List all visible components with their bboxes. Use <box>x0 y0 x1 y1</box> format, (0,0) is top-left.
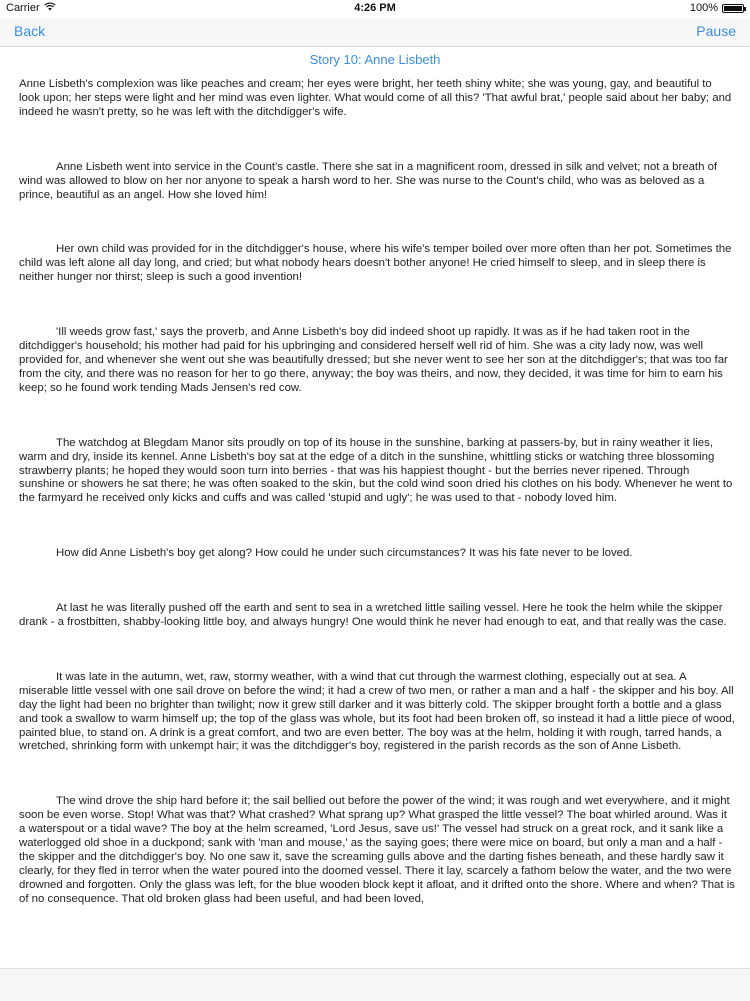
pause-button[interactable]: Pause <box>696 23 736 39</box>
story-paragraph: The wind drove the ship hard before it; the sail bellied out before the power of the wind; it was rough and wet everywhere, and it might soon be even worse. Stop! What was that? What crashed? What sprang up? What grasped the little vessel? The boat whirled around. Was it a waterspout or a tidal wave? The boy at the helm screamed, 'Lord Jesus, save us!' The vessel had struck on a great rock, and it sank like a waterlogged old shoe in a duckpond; sank with 'man and mouse,' as the saying goes; there were mice on board, but only a man and a half - the skipper and the ditchdigger's boy. No one saw it, save the screaming gulls above and the darting fishes beneath, and these hardly saw it clearly, for they fled in terror when the water poured into the doomed vessel. There it lay, scarcely a fathom below the water, and the two were drowned and forgotten. Only the glass was left, for the blue wooden block kept it afloat, and it drifted onto the shore. Where and when? That is of no consequence. That old broken glass had been useful, and had been loved, <box>19 795 735 905</box>
battery-icon <box>722 4 744 13</box>
story-paragraph: Anne Lisbeth's complexion was like peaches and cream; her eyes were bright, her teeth shiny white; she was young, gay, and beautiful to look upon; her steps were light and her mind was even lighter. What would come of all this? 'That awful brat,' people said about her baby; and indeed he wasn't pretty, so he was left with the ditchdigger's wife. <box>19 78 732 118</box>
story-paragraph: How did Anne Lisbeth's boy get along? How could he under such circumstances? It was his fate never to be loved. <box>56 547 633 560</box>
story-paragraph: The watchdog at Blegdam Manor sits proudly on top of its house in the sunshine, barking at passers-by, but in rainy weather it lies, warm and dry, inside its kennel. Anne Lisbeth's boy sat at the edge of a ditch in the sunshine, whittling sticks or watching three blossoming strawberry plants; he hoped they would soon turn into berries - that was his happiest thought - but the berries never ripened. Through sunshine or showers he sat there; he was often soaked to the skin, but the cold wind soon dried his clothes on his body. Whenever he went to the farmyard he received only kicks and cuffs and was called 'stupid and ugly'; he was used to that - nobody loved him. <box>19 436 733 505</box>
story-paragraph: Anne Lisbeth went into service in the Count's castle. There she sat in a magnificent room, dressed in silk and velvet; not a breath of wind was allowed to blow on her nor anyone to speak a harsh word to her. She was nurse to the Count's child, who was as beloved as a prince, beautiful as an angel. How she loved him! <box>19 160 718 201</box>
status-bar <box>0 0 750 18</box>
bottom-toolbar <box>0 968 750 1001</box>
clock: 4:26 PM <box>354 2 396 14</box>
battery-percent: 100% <box>689 2 718 14</box>
navigation-bar <box>0 18 750 47</box>
carrier-label: Carrier <box>6 2 40 14</box>
story-paragraph: 'Ill weeds grow fast,' says the proverb, and Anne Lisbeth's boy did indeed shoot up rapidly. It was as if he had taken root in the ditchdigger's household; his mother had paid for his upbringing and considered herself well rid of him. She was a city lady now, was well provided for, and whenever she went out she was beautifully dressed; but she never went to see her son at the ditchdigger's; that was too far from the city, and there was no reason for her to go there, anyway; the boy was theirs, and now, they decided, it was time for him to earn his keep; so he found work tending Mads Jensen's red cow. <box>19 326 728 394</box>
status-right <box>690 2 744 14</box>
story-paragraph: Her own child was provided for in the ditchdigger's house, where his wife's temper boiled over more often than her pot. Sometimes the child was left alone all day long, and cried; but what nobody hears doesn't bother anyone! He cried himself to sleep, and in sleep there is neither hunger nor thirst; sleep is such a good invention! <box>19 243 732 284</box>
story-paragraph: At last he was literally pushed off the earth and sent to sea in a wretched little sailing vessel. Here he took the helm while the skipper drank - a frostbitten, shabby-looking little boy, and always hungry! One would think he never had enough to eat, and that really was the case. <box>19 602 727 629</box>
back-button[interactable]: Back <box>14 23 46 39</box>
story-title: Story 10: Anne Lisbeth <box>309 52 441 67</box>
story-text[interactable] <box>19 78 735 964</box>
story-paragraph: It was late in the autumn, wet, raw, stormy weather, with a wind that cut through the warmest clothing, especially out at sea. A miserable little vessel with one sail drove on before the wind; it had a crew of two men, or rather a man and a half - the skipper and his boy. All day the light had been no brighter than twilight; now it grew still darker and it was bitterly cold. The skipper brought forth a bottle and a glass and took a swallow to warm himself up; the top of the glass was whole, but its foot had been broken off, so instead it had a little piece of wood, painted blue, to stand on. A drink is a great comfort, and two are even better. The boy was at the helm, holding it with rough, tarred hands, a wretched, shrinking form with unkempt hair; it was the ditchdigger's boy, registered in the parish records as the son of Anne Lisbeth. <box>19 670 735 753</box>
